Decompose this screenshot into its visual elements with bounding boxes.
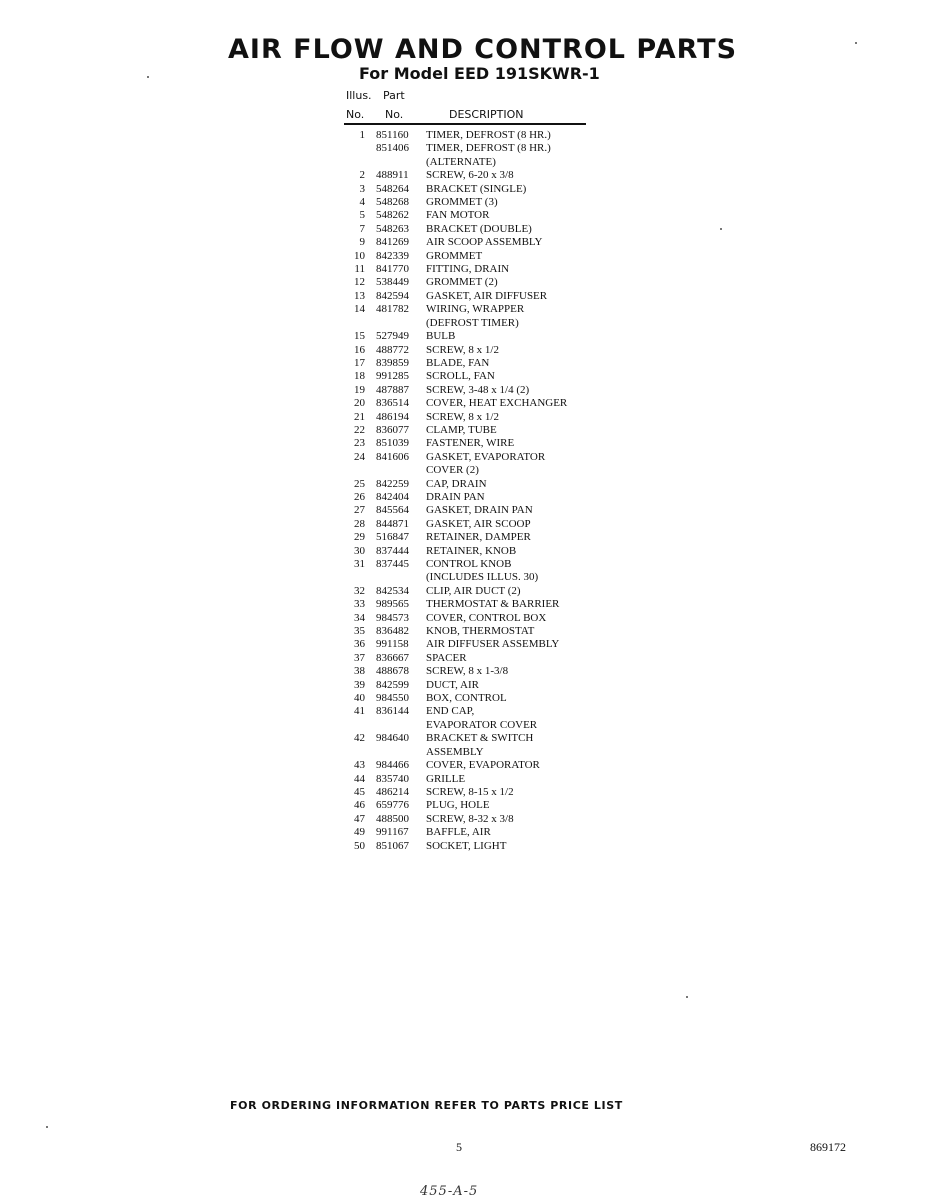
description-line: SPACER (426, 651, 467, 664)
part-description (417, 625, 592, 638)
part-number: 527949 (376, 330, 409, 343)
part-number: 842534 (376, 584, 409, 597)
part-number: 984573 (376, 611, 409, 624)
description-line: FASTENER, WIRE (426, 437, 515, 450)
description-line: COVER (2) (426, 464, 479, 477)
illus-number: 4 (359, 196, 365, 209)
description-line: GROMMET (2) (426, 276, 498, 289)
part-description (417, 679, 592, 692)
header-rule (344, 123, 586, 125)
part-number: 836482 (376, 625, 409, 638)
part-description (417, 250, 592, 263)
description-line: (DEFROST TIMER) (426, 316, 519, 329)
part-description (417, 142, 592, 169)
illus-number: 2 (359, 169, 365, 182)
description-line: EVAPORATOR COVER (426, 718, 538, 731)
part-number: 842599 (376, 678, 409, 691)
part-number: 835740 (376, 772, 409, 785)
description-line: CONTROL KNOB (426, 558, 512, 570)
part-number: 841269 (376, 236, 409, 249)
parts-list-row (344, 598, 592, 611)
part-description (417, 129, 592, 142)
part-number: 984640 (376, 732, 409, 745)
part-description (417, 504, 592, 517)
description-line: GROMMET (426, 249, 483, 262)
parts-list-row (344, 290, 592, 303)
scan-speck (686, 996, 688, 998)
illus-number (344, 142, 365, 169)
part-description (417, 759, 592, 772)
parts-list-row (344, 276, 592, 289)
description-line: BOX, CONTROL (426, 692, 507, 705)
illus-number: 29 (354, 531, 365, 544)
parts-list-row (344, 183, 592, 196)
description-line: SOCKET, LIGHT (426, 839, 507, 852)
description-line: FITTING, DRAIN (426, 263, 510, 276)
part-number: 659776 (376, 799, 409, 812)
part-description (417, 263, 592, 276)
description-line: CLAMP, TUBE (426, 423, 497, 436)
illus-number: 49 (354, 826, 365, 839)
parts-list-row (344, 330, 592, 343)
column-header-illus: Illus. (346, 89, 372, 102)
part-description (417, 585, 592, 598)
part-description (417, 840, 592, 853)
parts-list-row (344, 250, 592, 263)
parts-list (344, 129, 592, 853)
illus-number: 47 (354, 812, 365, 825)
document-number: 869172 (810, 1140, 846, 1154)
illus-number: 5 (359, 209, 365, 222)
description-line: CAP, DRAIN (426, 477, 487, 490)
description-line: AIR SCOOP ASSEMBLY (426, 236, 543, 249)
column-header-illus-no: No. (346, 108, 365, 121)
parts-list-row (344, 799, 592, 812)
description-line: GRILLE (426, 772, 466, 785)
description-line: SCREW, 8-15 x 1/2 (426, 785, 514, 798)
part-number: 836144 (376, 705, 409, 718)
part-number: 851039 (376, 437, 409, 450)
parts-list-row (344, 826, 592, 839)
illus-number: 25 (354, 477, 365, 490)
part-description (417, 290, 592, 303)
part-description (417, 223, 592, 236)
illus-number: 9 (359, 236, 365, 249)
parts-list-row (344, 759, 592, 772)
part-description (417, 451, 592, 478)
part-number: 851406 (376, 142, 409, 155)
part-number: 516847 (376, 531, 409, 544)
parts-list-row (344, 303, 592, 330)
description-line: SCREW, 8 x 1/2 (426, 410, 499, 423)
part-description (417, 344, 592, 357)
part-number: 837444 (376, 544, 409, 557)
description-line: (INCLUDES ILLUS. 30) (426, 571, 539, 584)
description-line: COVER, CONTROL BOX (426, 611, 547, 624)
parts-list-row (344, 840, 592, 853)
scan-speck (855, 42, 857, 44)
part-description (417, 370, 592, 383)
illus-number: 45 (354, 785, 365, 798)
description-line: BAFFLE, AIR (426, 826, 491, 839)
parts-list-row (344, 652, 592, 665)
handwritten-note: 455-A-5 (420, 1184, 479, 1199)
part-number: 851160 (376, 129, 409, 141)
description-line: WIRING, WRAPPER (426, 303, 525, 316)
description-line: SCROLL, FAN (426, 370, 495, 383)
part-description (417, 491, 592, 504)
parts-list-row (344, 478, 592, 491)
description-line: RETAINER, KNOB (426, 544, 517, 557)
part-number: 486214 (376, 785, 409, 798)
part-number: 842404 (376, 490, 409, 503)
illus-number: 17 (354, 356, 365, 369)
description-line: GASKET, EVAPORATOR (426, 450, 546, 463)
part-description (417, 638, 592, 651)
scan-speck (46, 1126, 48, 1128)
illus-number: 26 (354, 490, 365, 503)
parts-list-row (344, 545, 592, 558)
part-number: 989565 (376, 598, 409, 611)
parts-list-row (344, 223, 592, 236)
part-description (417, 826, 592, 839)
part-description (417, 545, 592, 558)
part-number: 839859 (376, 356, 409, 369)
part-description (417, 813, 592, 826)
part-description (417, 357, 592, 370)
illus-number: 19 (354, 383, 365, 396)
illus-number: 44 (354, 772, 365, 785)
column-header-part: Part (383, 89, 405, 102)
part-description (417, 183, 592, 196)
part-description (417, 558, 592, 585)
illus-number: 1 (359, 129, 365, 141)
part-number: 991167 (376, 826, 409, 839)
parts-list-row (344, 504, 592, 517)
parts-list-row (344, 129, 592, 142)
description-line: DRAIN PAN (426, 490, 485, 503)
illus-number: 32 (354, 584, 365, 597)
description-line: GASKET, DRAIN PAN (426, 504, 533, 517)
parts-list-row (344, 263, 592, 276)
part-description (417, 531, 592, 544)
parts-list-row (344, 397, 592, 410)
parts-list-row (344, 813, 592, 826)
illus-number: 37 (354, 651, 365, 664)
parts-list-row (344, 437, 592, 450)
parts-list-row (344, 692, 592, 705)
part-description (417, 665, 592, 678)
description-line: GASKET, AIR DIFFUSER (426, 289, 548, 302)
illus-number: 43 (354, 759, 365, 772)
parts-list-row (344, 344, 592, 357)
description-line: BRACKET & SWITCH (426, 732, 534, 745)
illus-number: 16 (354, 343, 365, 356)
part-description (417, 209, 592, 222)
part-description (417, 330, 592, 343)
part-number: 837445 (376, 558, 409, 570)
illus-number: 36 (354, 638, 365, 651)
description-line: BULB (426, 330, 456, 343)
illus-number: 35 (354, 625, 365, 638)
illus-number: 38 (354, 665, 365, 678)
description-line: RETAINER, DAMPER (426, 531, 531, 544)
model-subtitle: For Model EED 191SKWR-1 (359, 64, 600, 83)
part-number: 836077 (376, 423, 409, 436)
parts-list-row (344, 357, 592, 370)
parts-list-row (344, 209, 592, 222)
description-line: COVER, EVAPORATOR (426, 759, 540, 772)
part-description (417, 384, 592, 397)
description-line: END CAP, (426, 705, 475, 718)
parts-list-row (344, 638, 592, 651)
part-number: 836667 (376, 651, 409, 664)
part-number: 991285 (376, 370, 409, 383)
description-line: SCREW, 3-48 x 1/4 (2) (426, 383, 530, 396)
description-line: AIR DIFFUSER ASSEMBLY (426, 638, 560, 651)
description-line: ASSEMBLY (426, 745, 484, 758)
illus-number: 13 (354, 289, 365, 302)
part-description (417, 437, 592, 450)
part-number: 991158 (376, 638, 409, 651)
parts-list-row (344, 411, 592, 424)
part-number: 481782 (376, 303, 409, 316)
description-line: DUCT, AIR (426, 678, 479, 691)
description-line: (ALTERNATE) (426, 155, 496, 168)
description-line: SCREW, 8 x 1-3/8 (426, 665, 509, 678)
description-line: BLADE, FAN (426, 356, 490, 369)
part-number: 548263 (376, 222, 409, 235)
part-description (417, 424, 592, 437)
ordering-note: FOR ORDERING INFORMATION REFER TO PARTS PRICE LIST (230, 1099, 623, 1112)
part-description (417, 705, 592, 732)
parts-list-row (344, 585, 592, 598)
part-number: 548268 (376, 196, 409, 209)
illus-number: 39 (354, 678, 365, 691)
description-line: TIMER, DEFROST (8 HR.) (426, 142, 551, 155)
part-number: 836514 (376, 397, 409, 410)
part-description (417, 799, 592, 812)
parts-list-row (344, 518, 592, 531)
page-number: 5 (456, 1140, 462, 1154)
illus-number: 23 (354, 437, 365, 450)
illus-number: 28 (354, 517, 365, 530)
part-number: 548264 (376, 182, 409, 195)
parts-list-row (344, 732, 592, 759)
scan-speck (720, 228, 722, 230)
parts-list-row (344, 625, 592, 638)
parts-list-row (344, 705, 592, 732)
illus-number: 27 (354, 504, 365, 517)
part-description (417, 236, 592, 249)
part-number: 488678 (376, 665, 409, 678)
description-line: PLUG, HOLE (426, 799, 490, 812)
part-number: 487887 (376, 383, 409, 396)
illus-number: 31 (354, 558, 365, 570)
part-number: 488500 (376, 812, 409, 825)
part-description (417, 732, 592, 759)
part-number: 842339 (376, 249, 409, 262)
parts-list-row (344, 773, 592, 786)
illus-number: 10 (354, 249, 365, 262)
part-description (417, 169, 592, 182)
part-description (417, 478, 592, 491)
description-line: SCREW, 8-32 x 3/8 (426, 812, 514, 825)
part-description (417, 276, 592, 289)
part-number: 488911 (376, 169, 409, 182)
illus-number: 3 (359, 182, 365, 195)
part-number: 984466 (376, 759, 409, 772)
illus-number: 34 (354, 611, 365, 624)
illus-number: 21 (354, 410, 365, 423)
part-number: 548262 (376, 209, 409, 222)
part-number: 842259 (376, 477, 409, 490)
description-line: COVER, HEAT EXCHANGER (426, 397, 568, 410)
parts-list-row (344, 142, 592, 169)
illus-number: 24 (354, 450, 365, 463)
parts-list-row (344, 531, 592, 544)
illus-number: 18 (354, 370, 365, 383)
part-number: 844871 (376, 517, 409, 530)
illus-number: 41 (354, 705, 365, 718)
part-description (417, 773, 592, 786)
description-line: THERMOSTAT & BARRIER (426, 598, 560, 611)
illus-number: 22 (354, 423, 365, 436)
part-description (417, 411, 592, 424)
parts-list-row (344, 424, 592, 437)
part-description (417, 518, 592, 531)
description-line: KNOB, THERMOSTAT (426, 625, 535, 638)
parts-list-row (344, 169, 592, 182)
part-number: 984550 (376, 692, 409, 705)
illus-number: 12 (354, 276, 365, 289)
illus-number: 42 (354, 732, 365, 745)
parts-list-row (344, 558, 592, 585)
description-line: FAN MOTOR (426, 209, 490, 222)
scan-speck (147, 76, 149, 78)
part-description (417, 397, 592, 410)
description-line: GROMMET (3) (426, 196, 498, 209)
part-number: 486194 (376, 410, 409, 423)
parts-list-row (344, 679, 592, 692)
part-description (417, 652, 592, 665)
description-line: CLIP, AIR DUCT (2) (426, 584, 521, 597)
illus-number: 11 (354, 263, 365, 276)
page-title: AIR FLOW AND CONTROL PARTS (228, 34, 738, 65)
part-number: 538449 (376, 276, 409, 289)
parts-list-row (344, 786, 592, 799)
description-line: TIMER, DEFROST (8 HR.) (426, 129, 551, 141)
column-header-description: DESCRIPTION (449, 108, 524, 121)
part-description (417, 612, 592, 625)
part-number: 851067 (376, 839, 409, 852)
part-description (417, 303, 592, 330)
illus-number: 33 (354, 598, 365, 611)
illus-number: 20 (354, 397, 365, 410)
illus-number: 50 (354, 839, 365, 852)
parts-list-row (344, 491, 592, 504)
part-number: 841606 (376, 450, 409, 463)
part-number: 841770 (376, 263, 409, 276)
illus-number: 40 (354, 692, 365, 705)
part-number: 845564 (376, 504, 409, 517)
illus-number: 7 (359, 222, 365, 235)
description-line: GASKET, AIR SCOOP (426, 517, 531, 530)
part-number: 842594 (376, 289, 409, 302)
illus-number: 15 (354, 330, 365, 343)
parts-list-row (344, 612, 592, 625)
part-description (417, 598, 592, 611)
illus-number: 14 (354, 303, 365, 316)
parts-list-row (344, 665, 592, 678)
description-line: SCREW, 6-20 x 3/8 (426, 169, 514, 182)
column-header-part-no: No. (385, 108, 404, 121)
part-description (417, 692, 592, 705)
illus-number: 46 (354, 799, 365, 812)
part-description (417, 196, 592, 209)
parts-list-row (344, 451, 592, 478)
description-line: BRACKET (DOUBLE) (426, 222, 532, 235)
part-description (417, 786, 592, 799)
parts-list-row (344, 384, 592, 397)
parts-list-row (344, 236, 592, 249)
parts-list-row (344, 370, 592, 383)
part-number: 488772 (376, 343, 409, 356)
parts-list-row (344, 196, 592, 209)
illus-number: 30 (354, 544, 365, 557)
description-line: BRACKET (SINGLE) (426, 182, 527, 195)
description-line: SCREW, 8 x 1/2 (426, 343, 499, 356)
